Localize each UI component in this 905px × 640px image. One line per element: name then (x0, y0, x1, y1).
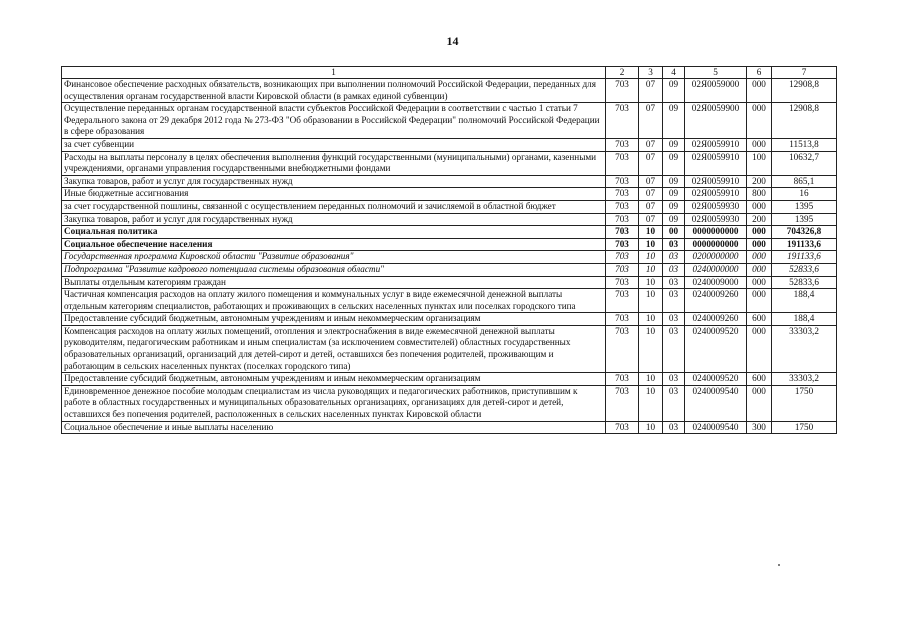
row-subsection: 03 (663, 325, 685, 372)
row-name: Финансовое обеспечение расходных обязательств, возникающих при выполнении полномочий Российской Федерации, переданных для осуществления органам государственной власти Кировской области (в рамках единой субвенции) (62, 79, 606, 103)
row-subsection: 09 (663, 175, 685, 188)
table-row (62, 151, 837, 175)
row-name: за счет субвенции (62, 138, 606, 151)
row-expense-type: 000 (747, 79, 772, 103)
row-expense-type: 200 (747, 175, 772, 188)
row-section: 10 (639, 251, 663, 264)
row-target-article: 0240009260 (685, 313, 747, 326)
row-expense-type: 000 (747, 263, 772, 276)
row-admin-code: 703 (606, 263, 639, 276)
row-expense-type: 100 (747, 151, 772, 175)
row-name: Предоставление субсидий бюджетным, автономным учреждениям и иным некоммерческим организациям (62, 313, 606, 326)
row-admin-code: 703 (606, 175, 639, 188)
row-target-article: 0200000000 (685, 251, 747, 264)
row-target-article: 0240009540 (685, 421, 747, 434)
row-expense-type: 600 (747, 313, 772, 326)
row-name: Предоставление субсидий бюджетным, автономным учреждениям и иным некоммерческим организациям (62, 373, 606, 386)
row-amount: 33303,2 (772, 325, 837, 372)
row-amount: 191133,6 (772, 251, 837, 264)
row-admin-code: 703 (606, 213, 639, 226)
row-admin-code: 703 (606, 200, 639, 213)
row-subsection: 03 (663, 276, 685, 289)
header-col-6: 6 (747, 67, 772, 79)
table-row (62, 103, 837, 139)
row-target-article: 02Я0059000 (685, 79, 747, 103)
row-amount: 12908,8 (772, 79, 837, 103)
row-expense-type: 600 (747, 373, 772, 386)
table-row (62, 226, 837, 239)
table-row (62, 385, 837, 421)
scan-speck (778, 564, 780, 566)
row-name: за счет государственной пошлины, связанной с осуществлением переданных полномочий и зачисляемой в областной бюджет (62, 200, 606, 213)
row-amount: 704326,8 (772, 226, 837, 239)
row-section: 07 (639, 175, 663, 188)
table-row (62, 276, 837, 289)
row-section: 07 (639, 188, 663, 201)
table-row (62, 79, 837, 103)
row-admin-code: 703 (606, 325, 639, 372)
row-name: Социальная политика (62, 226, 606, 239)
row-admin-code: 703 (606, 251, 639, 264)
row-expense-type: 000 (747, 226, 772, 239)
row-target-article: 0240009540 (685, 385, 747, 421)
header-col-2: 2 (606, 67, 639, 79)
row-target-article: 02Я0059910 (685, 151, 747, 175)
row-target-article: 02Я0059930 (685, 200, 747, 213)
row-admin-code: 703 (606, 226, 639, 239)
row-section: 07 (639, 213, 663, 226)
row-admin-code: 703 (606, 138, 639, 151)
row-section: 10 (639, 313, 663, 326)
row-section: 10 (639, 385, 663, 421)
header-row (62, 67, 837, 79)
row-expense-type: 800 (747, 188, 772, 201)
table-row (62, 289, 837, 313)
row-admin-code: 703 (606, 188, 639, 201)
page-number: 14 (446, 34, 459, 48)
row-section: 07 (639, 138, 663, 151)
table-row (62, 421, 837, 434)
row-section: 10 (639, 325, 663, 372)
row-target-article: 02Я0059910 (685, 188, 747, 201)
row-amount: 16 (772, 188, 837, 201)
row-admin-code: 703 (606, 421, 639, 434)
row-expense-type: 000 (747, 103, 772, 139)
row-admin-code: 703 (606, 385, 639, 421)
row-target-article: 0240009520 (685, 373, 747, 386)
row-section: 07 (639, 151, 663, 175)
row-admin-code: 703 (606, 79, 639, 103)
row-subsection: 09 (663, 188, 685, 201)
row-section: 10 (639, 263, 663, 276)
row-expense-type: 000 (747, 251, 772, 264)
row-name: Иные бюджетные ассигнования (62, 188, 606, 201)
row-target-article: 0240009520 (685, 325, 747, 372)
header-col-1: 1 (62, 67, 606, 79)
table-row (62, 238, 837, 251)
row-expense-type: 000 (747, 276, 772, 289)
row-target-article: 0240009260 (685, 289, 747, 313)
row-expense-type: 000 (747, 325, 772, 372)
row-target-article: 0240009000 (685, 276, 747, 289)
row-section: 10 (639, 373, 663, 386)
row-amount: 1395 (772, 213, 837, 226)
row-amount: 11513,8 (772, 138, 837, 151)
row-name: Осуществление переданных органам государственной власти субъектов Российской Федерации в соответствии с частью 1 статьи 7 Федерального закона от 29 декабря 2012 года № 273-ФЗ "Об образовании в Российской Федерации" полномочий Российской Федерации в сфере образования (62, 103, 606, 139)
row-amount: 1395 (772, 200, 837, 213)
row-amount: 1750 (772, 385, 837, 421)
row-name: Закупка товаров, работ и услуг для государственных нужд (62, 213, 606, 226)
row-name: Частичная компенсация расходов на оплату жилого помещения и коммунальных услуг в виде ежемесячной денежной выплаты отдельным категориям специалистов, работающих и проживающих в сельских населенных пунктах или поселках городского типа (62, 289, 606, 313)
budget-table (61, 66, 837, 434)
row-admin-code: 703 (606, 313, 639, 326)
table-row (62, 175, 837, 188)
row-amount: 191133,6 (772, 238, 837, 251)
row-section: 10 (639, 289, 663, 313)
row-section: 10 (639, 421, 663, 434)
row-admin-code: 703 (606, 276, 639, 289)
row-amount: 52833,6 (772, 263, 837, 276)
row-subsection: 03 (663, 421, 685, 434)
header-col-3: 3 (639, 67, 663, 79)
row-section: 10 (639, 276, 663, 289)
row-name: Государственная программа Кировской области "Развитие образования" (62, 251, 606, 264)
row-amount: 12908,8 (772, 103, 837, 139)
row-amount: 52833,6 (772, 276, 837, 289)
row-section: 10 (639, 226, 663, 239)
row-target-article: 02Я0059900 (685, 103, 747, 139)
row-target-article: 02Я0059910 (685, 175, 747, 188)
row-name: Подпрограмма "Развитие кадрового потенциала системы образования области" (62, 263, 606, 276)
table-row (62, 213, 837, 226)
row-name: Компенсация расходов на оплату жилых помещений, отопления и электроснабжения в виде ежемесячной денежной выплаты руководителям, педагогическим работникам и иным специалистам (за исключением совместителей) областных государственных образовательных организаций, организаций для детей-сирот и детей, оставшихся без попечения родителей, проживающим и работающим в сельских населенных пунктах (поселках городского типа) (62, 325, 606, 372)
row-admin-code: 703 (606, 103, 639, 139)
row-target-article: 02Я0059930 (685, 213, 747, 226)
table-row (62, 263, 837, 276)
row-section: 07 (639, 79, 663, 103)
row-subsection: 09 (663, 213, 685, 226)
row-subsection: 03 (663, 263, 685, 276)
row-subsection: 09 (663, 151, 685, 175)
row-subsection: 03 (663, 313, 685, 326)
table-row (62, 251, 837, 264)
row-amount: 188,4 (772, 313, 837, 326)
row-subsection: 09 (663, 103, 685, 139)
row-subsection: 09 (663, 79, 685, 103)
row-admin-code: 703 (606, 373, 639, 386)
table-row (62, 313, 837, 326)
row-name: Социальное обеспечение и иные выплаты населению (62, 421, 606, 434)
row-target-article: 02Я0059910 (685, 138, 747, 151)
row-subsection: 09 (663, 200, 685, 213)
row-expense-type: 000 (747, 138, 772, 151)
row-name: Единовременное денежное пособие молодым специалистам из числа руководящих и педагогических работников, приступившим к работе в областных государственных и муниципальных образовательных организациях, организациях для детей-сирот и детей, оставшихся без попечения родителей, расположенных в сельских населенных пунктах Кировской области (62, 385, 606, 421)
row-target-article: 0000000000 (685, 238, 747, 251)
row-amount: 10632,7 (772, 151, 837, 175)
row-expense-type: 000 (747, 289, 772, 313)
table-row (62, 325, 837, 372)
row-amount: 33303,2 (772, 373, 837, 386)
row-admin-code: 703 (606, 238, 639, 251)
row-expense-type: 000 (747, 200, 772, 213)
table-body (62, 79, 837, 434)
row-name: Расходы на выплаты персоналу в целях обеспечения выполнения функций государственными (муниципальными) органами, казенными учреждениями, органами управления государственными внебюджетными фондами (62, 151, 606, 175)
header-col-4: 4 (663, 67, 685, 79)
row-subsection: 03 (663, 289, 685, 313)
row-admin-code: 703 (606, 151, 639, 175)
row-expense-type: 000 (747, 238, 772, 251)
row-target-article: 0000000000 (685, 226, 747, 239)
row-subsection: 00 (663, 226, 685, 239)
row-amount: 1750 (772, 421, 837, 434)
table-row (62, 138, 837, 151)
row-name: Выплаты отдельным категориям граждан (62, 276, 606, 289)
table-row (62, 373, 837, 386)
row-name: Закупка товаров, работ и услуг для государственных нужд (62, 175, 606, 188)
row-expense-type: 000 (747, 385, 772, 421)
header-col-5: 5 (685, 67, 747, 79)
row-section: 07 (639, 103, 663, 139)
row-target-article: 0240000000 (685, 263, 747, 276)
row-name: Социальное обеспечение населения (62, 238, 606, 251)
row-expense-type: 300 (747, 421, 772, 434)
row-expense-type: 200 (747, 213, 772, 226)
table-row (62, 200, 837, 213)
row-subsection: 03 (663, 238, 685, 251)
table-row (62, 188, 837, 201)
row-subsection: 09 (663, 138, 685, 151)
row-subsection: 03 (663, 251, 685, 264)
row-section: 10 (639, 238, 663, 251)
row-section: 07 (639, 200, 663, 213)
budget-table-container (61, 66, 836, 434)
row-amount: 188,4 (772, 289, 837, 313)
row-amount: 865,1 (772, 175, 837, 188)
row-admin-code: 703 (606, 289, 639, 313)
row-subsection: 03 (663, 373, 685, 386)
header-col-7: 7 (772, 67, 837, 79)
row-subsection: 03 (663, 385, 685, 421)
